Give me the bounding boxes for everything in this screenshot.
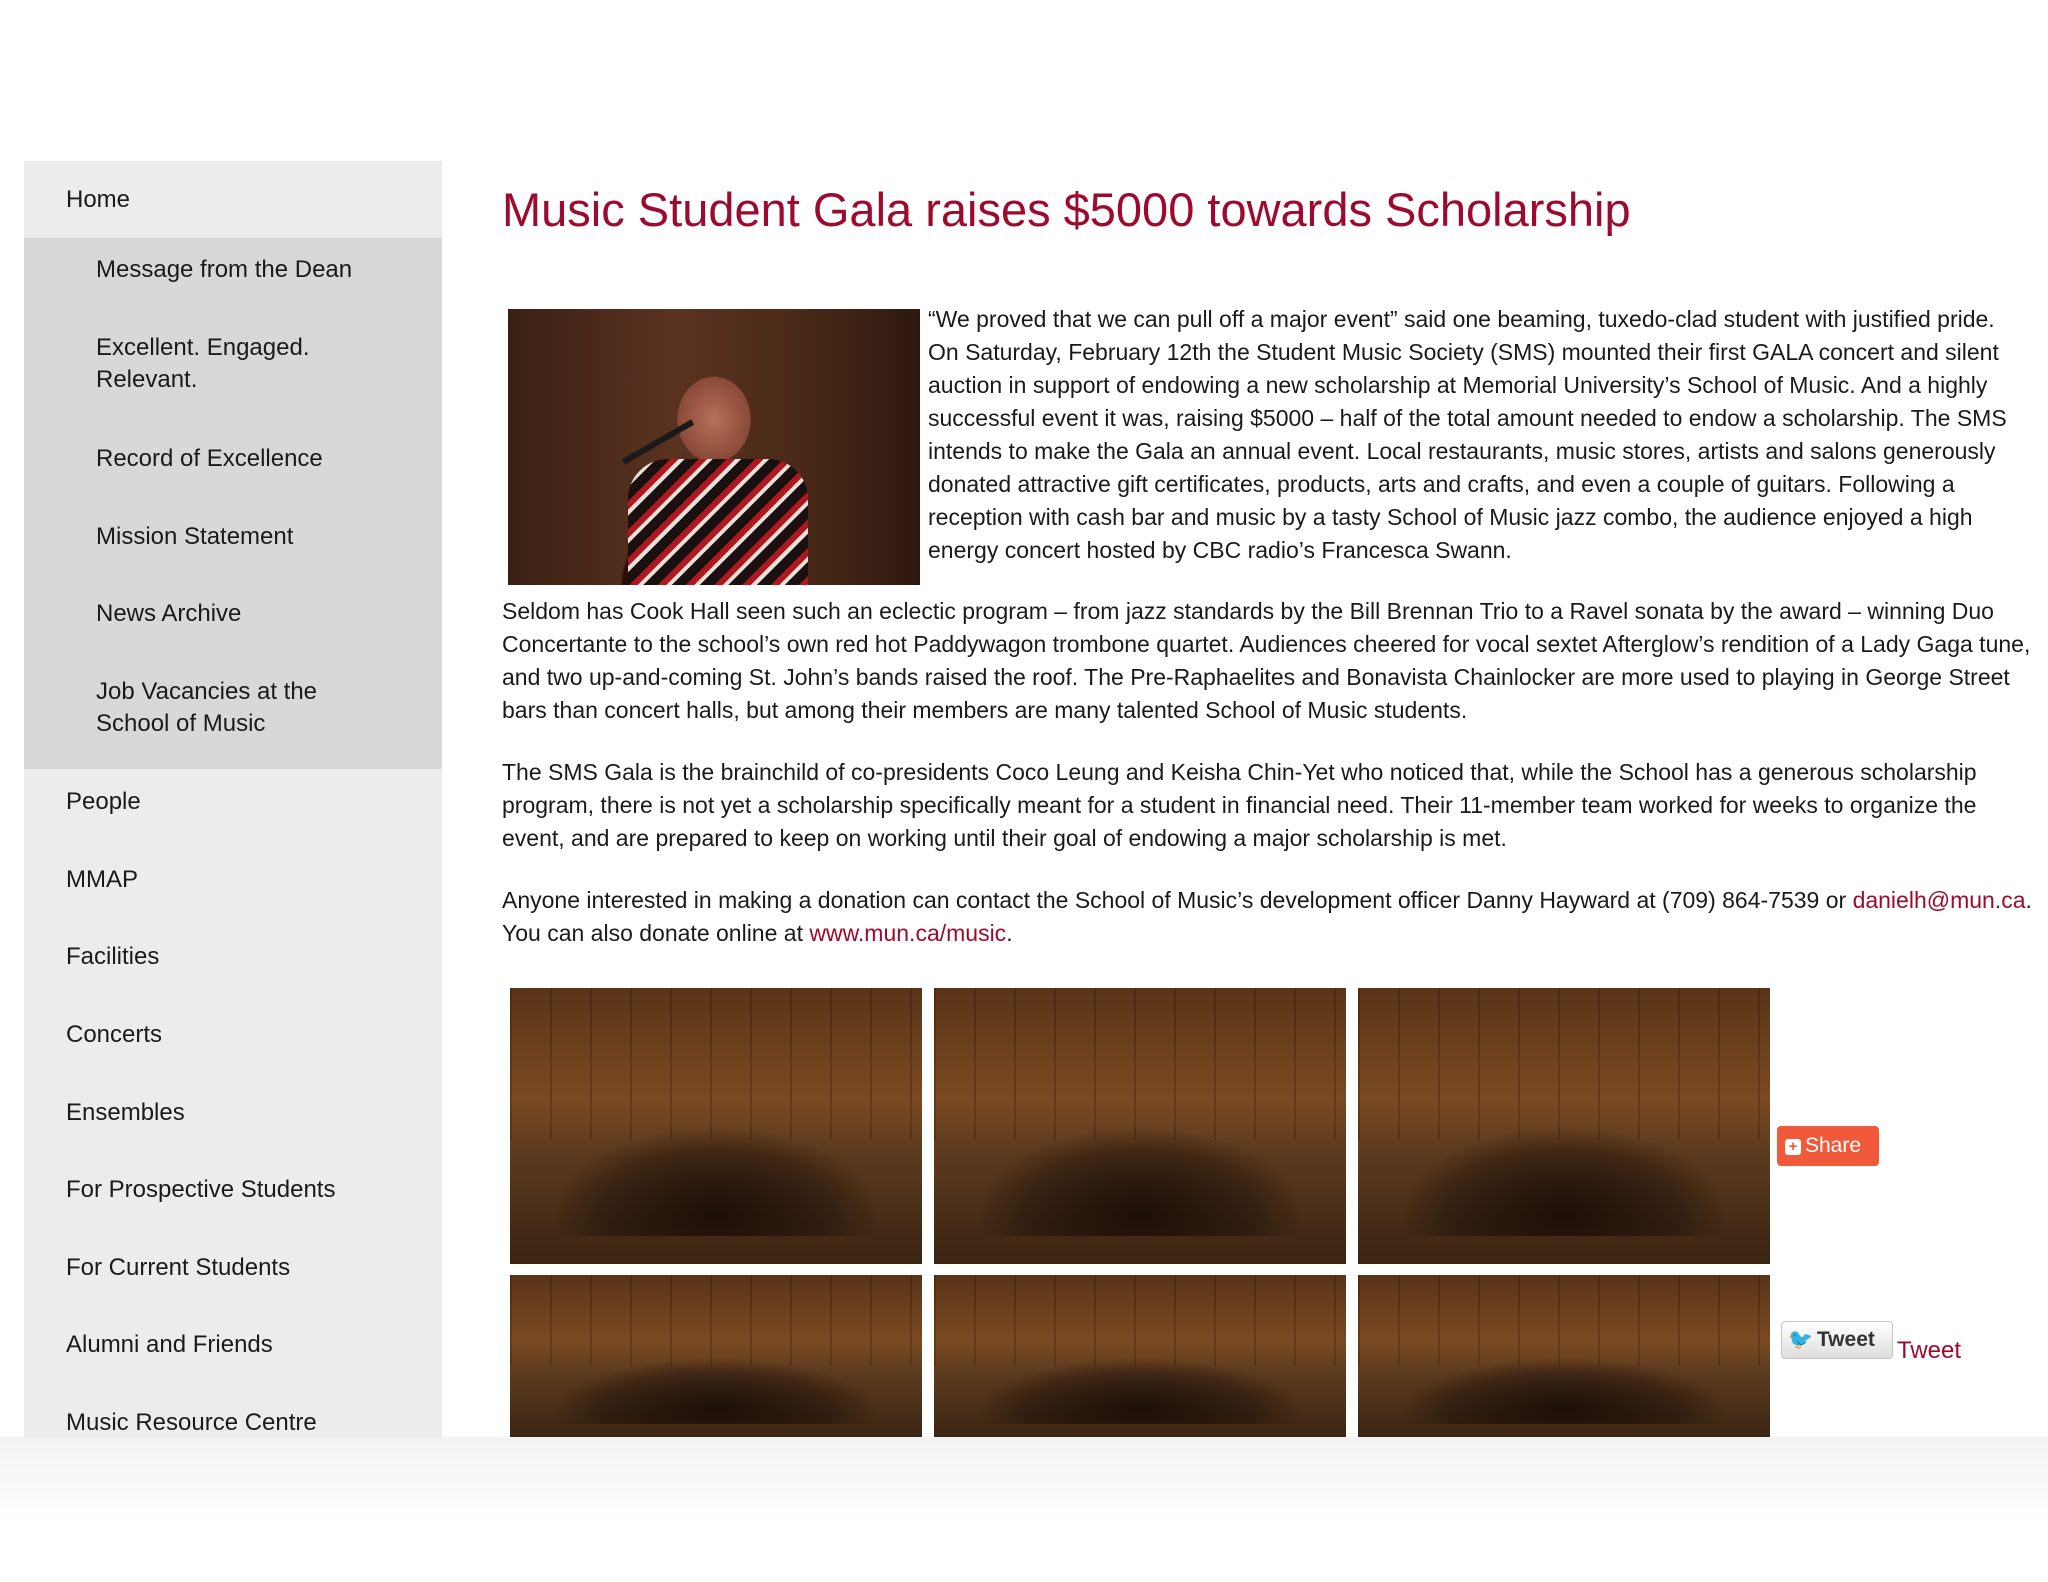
share-button[interactable] [1777,1126,1879,1166]
article-title: Music Student Gala raises $5000 towards Scholarship [502,183,1631,236]
nav-ensembles[interactable]: Ensembles [66,1099,185,1126]
donation-text-a: Anyone interested in making a donation can contact the School of Music’s development officer Danny Hayward at (709) 864-7539 or [502,887,1853,913]
gallery-photo-jazz-trio[interactable] [934,988,1346,1264]
article-paragraph-1: “We proved that we can pull off a major event” said one beaming, tuxedo-clad student with justified pride. On Saturday, February 12th the Student Music Society (SMS) mounted their first GALA concert and silent auction in support of endowing a new scholarship at Memorial University’s School of Music. And a highly successful event it was, raising $5000 – half of the total amount needed to endow a scholarship. The SMS intends to make the Gala an annual event. Local restaurants, music stores, artists and salons generously donated attractive gift certificates, products, arts and crafts, and even a couple of guitars. Following a reception with cash bar and music by a tasty School of Music jazz combo, the audience enjoyed a high energy concert hosted by CBC radio’s Francesca Swann. [928,306,2007,563]
gallery-photo-band-stage[interactable] [1358,988,1770,1264]
nav-alumni-and-friends[interactable]: Alumni and Friends [66,1331,273,1358]
subnav-item-message-from-the-dean[interactable]: Message from the Dean [96,256,353,283]
email-link[interactable]: danielh@mun.ca [1852,887,2026,913]
nav-prospective-students[interactable]: For Prospective Students [66,1176,336,1203]
gallery-photo-trombone-quartet[interactable] [510,1275,922,1440]
article-paragraph-3: The SMS Gala is the brainchild of co-presidents Coco Leung and Keisha Chin-Yet who noticed that, while the School has a generous scholarship program, there is not yet a scholarship specifically meant for a student in financial need. Their 11-member team worked for weeks to organize the event, and are prepared to keep on working until their goal of endowing a major scholarship is met. [502,759,1977,851]
subnav-item-record-of-excellence[interactable]: Record of Excellence [96,445,323,472]
plus-icon: + [1785,1139,1801,1155]
twitter-bird-icon: 🐦 [1788,1329,1813,1351]
gallery-photo-vocal-sextet[interactable] [510,988,922,1264]
article-paragraph-4 [502,884,2032,950]
donation-text-b: . You can also donate online at [502,887,2032,946]
subnav [24,238,442,769]
donation-text-c: . [1006,920,1013,946]
tweet-label: Tweet [1816,1328,1875,1351]
nav-current-students[interactable]: For Current Students [66,1254,291,1281]
subnav-item-mission-statement[interactable]: Mission Statement [96,523,294,550]
article-paragraph-2: Seldom has Cook Hall seen such an eclectic program – from jazz standards by the Bill Brennan Trio to a Ravel sonata by the award – winning Duo Concertante to the school’s own red hot Paddywagon trombone quartet. Audiences cheered for vocal sextet Afterglow’s rendition of a Lady Gaga tune, and two up-and-coming St. John’s bands raised the roof. The Pre-Raphaelites and Bonavista Chainlocker are more used to playing in George Street bars than concert halls, but among their members are many talented School of Music students. [502,598,2031,723]
dress-pattern-shape [628,459,808,585]
nav-music-resource-centre[interactable]: Music Resource Centre [66,1409,317,1436]
nav-facilities[interactable]: Facilities [66,943,160,970]
share-label: Share [1805,1134,1862,1157]
website-link[interactable]: www.mun.ca/music [809,920,1007,946]
page-bottom-fade [0,1437,2048,1582]
microphone-shape [622,419,694,464]
tweet-link[interactable]: Tweet [1897,1337,1962,1364]
sidebar-nav [24,161,442,1437]
gallery-photo-violin-piano[interactable] [934,1275,1346,1440]
nav-home[interactable]: Home [66,186,131,213]
tweet-button[interactable] [1781,1321,1893,1359]
nav-mmap[interactable]: MMAP [66,866,138,893]
nav-people[interactable]: People [66,788,141,815]
nav-concerts[interactable]: Concerts [66,1021,163,1048]
subnav-item-job-vacancies[interactable]: Job Vacancies at the School of Music [96,678,318,737]
subnav-item-excellent-engaged-relevant[interactable]: Excellent. Engaged. Relevant. [96,334,310,393]
singer-photo [508,309,920,585]
gallery-photo-rock-band[interactable] [1358,1275,1770,1440]
subnav-item-news-archive[interactable]: News Archive [96,600,242,627]
